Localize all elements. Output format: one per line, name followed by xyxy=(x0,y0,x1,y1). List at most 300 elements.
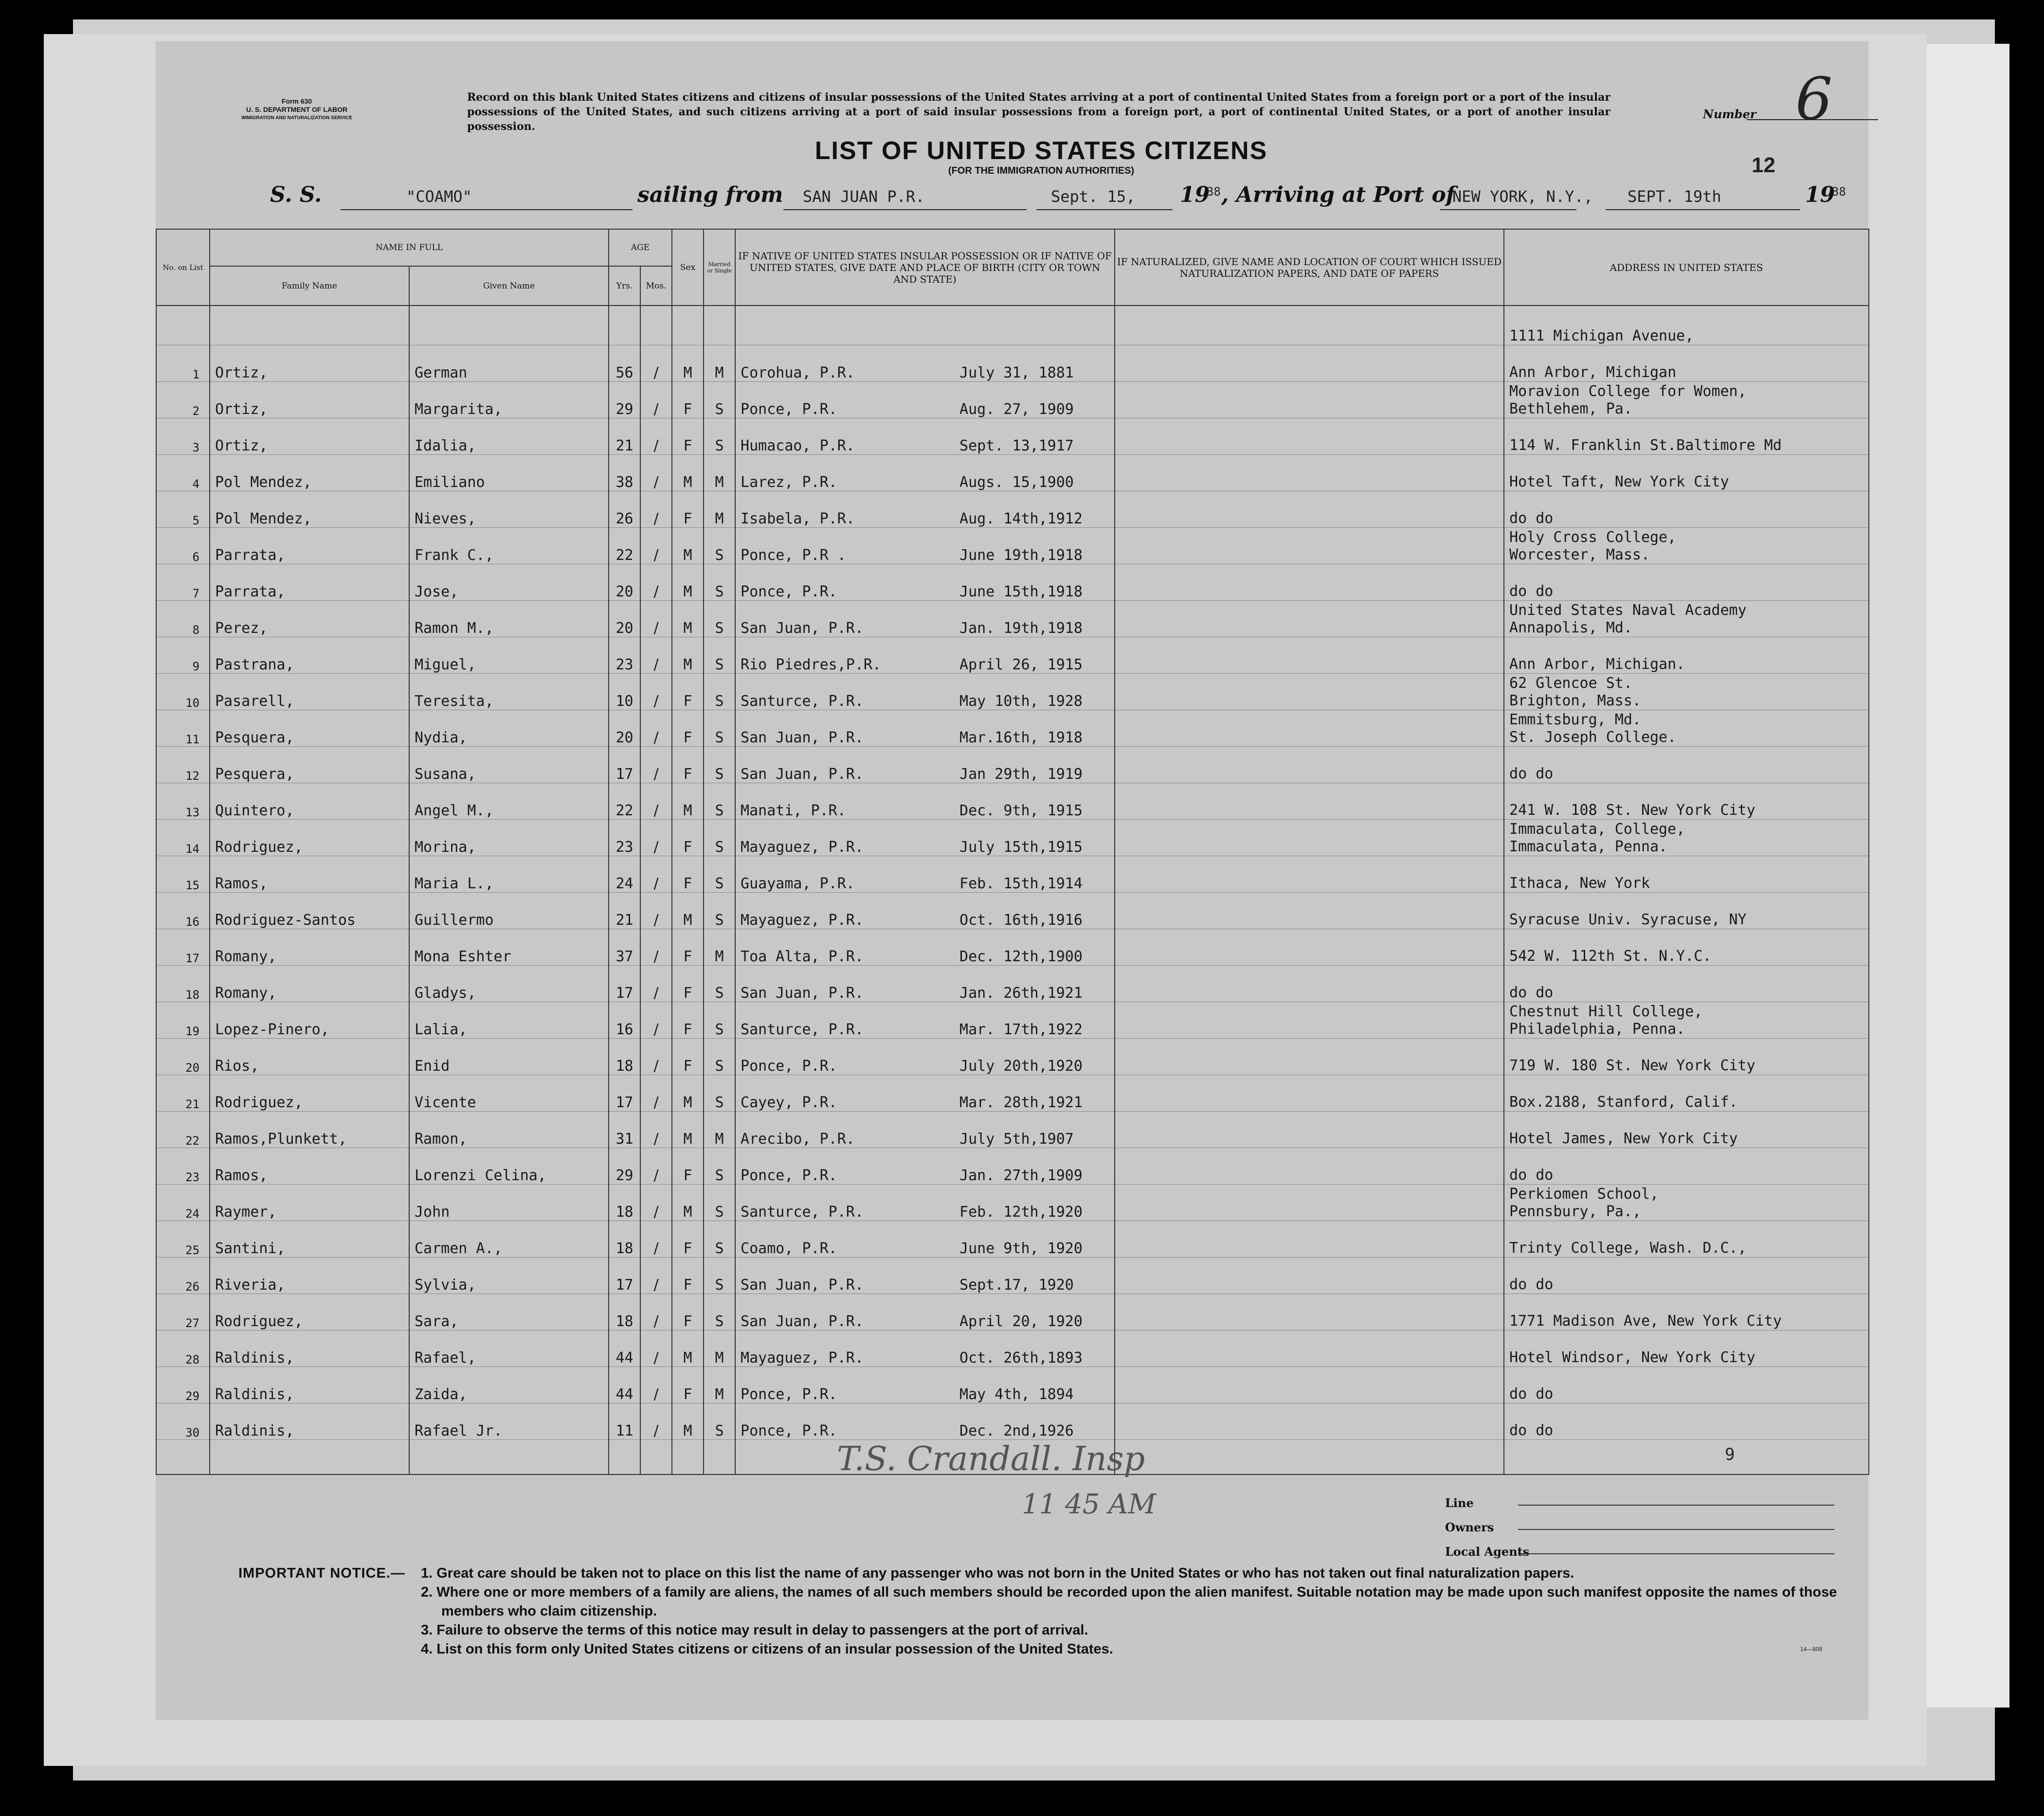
birth-date: July 20th,1920 xyxy=(959,1058,1083,1075)
address-line: 241 W. 108 St. New York City xyxy=(1509,802,1755,819)
birth-info xyxy=(735,1002,1115,1039)
sex: F xyxy=(672,491,704,528)
row-no: 18 xyxy=(156,966,210,1002)
family-name: Raldinis, xyxy=(210,1403,409,1440)
birth-place: Mayaguez, P.R. xyxy=(741,912,864,929)
birth-date: Mar. 17th,1922 xyxy=(959,1021,1083,1038)
table-row xyxy=(156,491,1869,528)
marital-status: S xyxy=(704,893,735,929)
birth-place: Santurce, P.R. xyxy=(741,1204,864,1221)
row-no: 8 xyxy=(156,601,210,637)
birth-place: Ponce, P.R . xyxy=(741,547,846,564)
given-name: Idalia, xyxy=(409,418,609,455)
table-row xyxy=(156,637,1869,674)
table-row xyxy=(156,1148,1869,1185)
naturalization-info xyxy=(1115,601,1504,637)
table-row xyxy=(156,1331,1869,1367)
birth-date: July 31, 1881 xyxy=(959,364,1074,381)
naturalization-info xyxy=(1115,893,1504,929)
inspector-signature: T.S. Crandall. Insp xyxy=(837,1440,1145,1478)
birth-info xyxy=(735,1367,1115,1403)
address-line: do do xyxy=(1509,583,1554,600)
naturalization-info xyxy=(1115,710,1504,747)
family-name: Raymer, xyxy=(210,1185,409,1221)
given-name: Teresita, xyxy=(409,674,609,710)
row-no: 2 xyxy=(156,382,210,418)
naturalization-info xyxy=(1115,820,1504,856)
header-row xyxy=(156,229,1869,266)
birth-place: Ponce, P.R. xyxy=(741,583,837,600)
birth-info xyxy=(735,674,1115,710)
age-months: / xyxy=(640,929,672,966)
sex: M xyxy=(672,455,704,491)
given-name: Emiliano xyxy=(409,455,609,491)
row-no: 26 xyxy=(156,1258,210,1294)
birth-date: Feb. 12th,1920 xyxy=(959,1204,1083,1221)
age-months: / xyxy=(640,856,672,893)
age-months: / xyxy=(640,382,672,418)
row-no: 27 xyxy=(156,1294,210,1331)
us-address xyxy=(1504,345,1869,382)
birth-place: San Juan, P.R. xyxy=(741,620,864,637)
table-row xyxy=(156,1258,1869,1294)
naturalization-info xyxy=(1115,674,1504,710)
birth-date: Feb. 15th,1914 xyxy=(959,875,1083,892)
time-annotation: 11 45 AM xyxy=(1022,1489,1156,1520)
address-line: 542 W. 112th St. N.Y.C. xyxy=(1509,948,1712,965)
family-name: Riveria, xyxy=(210,1258,409,1294)
marital-status: S xyxy=(704,637,735,674)
age-years: 18 xyxy=(609,1185,640,1221)
marital-status: S xyxy=(704,1403,735,1440)
birth-place: Coamo, P.R. xyxy=(741,1240,837,1257)
given-name: Lalia, xyxy=(409,1002,609,1039)
col-birth: IF NATIVE OF UNITED STATES INSULAR POSSESSION OR IF NATIVE OF UNITED STATES, GIVE DATE AND PLACE OF BIRTH (CITY OR TOWN AND STATE) xyxy=(735,229,1115,306)
sex: F xyxy=(672,1258,704,1294)
birth-date: May 4th, 1894 xyxy=(959,1386,1074,1403)
family-name: Lopez-Pinero, xyxy=(210,1002,409,1039)
family-name: Rodriguez, xyxy=(210,820,409,856)
naturalization-info xyxy=(1115,1258,1504,1294)
sex: F xyxy=(672,1039,704,1075)
table-row xyxy=(156,674,1869,710)
naturalization-info xyxy=(1115,528,1504,564)
birth-date: July 5th,1907 xyxy=(959,1131,1074,1148)
us-address xyxy=(1504,1331,1869,1367)
marital-status: S xyxy=(704,601,735,637)
row-no: 14 xyxy=(156,820,210,856)
sex: F xyxy=(672,710,704,747)
birth-date: Oct. 26th,1893 xyxy=(959,1349,1083,1366)
age-years: 16 xyxy=(609,1002,640,1039)
marital-status: M xyxy=(704,1112,735,1148)
naturalization-info xyxy=(1115,783,1504,820)
row-no: 20 xyxy=(156,1039,210,1075)
birth-place: San Juan, P.R. xyxy=(741,729,864,746)
given-name: Vicente xyxy=(409,1075,609,1112)
list-number: 6 xyxy=(1795,66,1833,133)
col-sex: Sex xyxy=(672,229,704,306)
col-naturalized: IF NATURALIZED, GIVE NAME AND LOCATION OF COURT WHICH ISSUED NATURALIZATION PAPERS, AND DATE OF PAPERS xyxy=(1115,229,1504,306)
family-name: Ramos, xyxy=(210,856,409,893)
notice-list xyxy=(421,1564,1866,1659)
table-row xyxy=(156,929,1869,966)
arriving-label: , Arriving at Port of xyxy=(1221,182,1455,207)
age-months: / xyxy=(640,1148,672,1185)
col-name-in-full: NAME IN FULL xyxy=(210,229,609,266)
age-months: / xyxy=(640,820,672,856)
birth-place: Guayama, P.R. xyxy=(741,875,855,892)
marital-status: M xyxy=(704,491,735,528)
age-years: 17 xyxy=(609,1258,640,1294)
age-years: 44 xyxy=(609,1367,640,1403)
form-number: Form 630 xyxy=(281,97,312,105)
age-months: / xyxy=(640,601,672,637)
us-address xyxy=(1504,1002,1869,1039)
underlying-sheet-edge xyxy=(1922,44,2009,1708)
marital-status: S xyxy=(704,820,735,856)
page-title: LIST OF UNITED STATES CITIZENS xyxy=(814,137,1268,165)
age-years: 29 xyxy=(609,382,640,418)
sex: F xyxy=(672,820,704,856)
birth-info xyxy=(735,747,1115,783)
age-months: / xyxy=(640,747,672,783)
age-years: 17 xyxy=(609,966,640,1002)
table-row xyxy=(156,1294,1869,1331)
family-name: Romany, xyxy=(210,966,409,1002)
birth-date: Dec. 2nd,1926 xyxy=(959,1422,1074,1439)
sex: M xyxy=(672,1075,704,1112)
birth-date: Aug. 27, 1909 xyxy=(959,401,1074,418)
address-line: Perkiomen School, xyxy=(1509,1186,1659,1203)
row-no: 24 xyxy=(156,1185,210,1221)
count-mark: 9 xyxy=(1725,1445,1735,1464)
birth-info xyxy=(735,1185,1115,1221)
row-no: 4 xyxy=(156,455,210,491)
naturalization-info xyxy=(1115,637,1504,674)
col-given-name: Given Name xyxy=(409,266,609,306)
birth-info xyxy=(735,345,1115,382)
age-months: / xyxy=(640,1367,672,1403)
birth-info xyxy=(735,1331,1115,1367)
us-address xyxy=(1504,1185,1869,1221)
line-label-row: Line xyxy=(1445,1496,1529,1520)
birth-info xyxy=(735,528,1115,564)
given-name: Lorenzi Celina, xyxy=(409,1148,609,1185)
birth-info xyxy=(735,601,1115,637)
family-name: Ortiz, xyxy=(210,382,409,418)
table-row-spacer xyxy=(156,306,1869,345)
sex: M xyxy=(672,601,704,637)
birth-place: San Juan, P.R. xyxy=(741,1313,864,1330)
naturalization-info xyxy=(1115,1367,1504,1403)
sex: F xyxy=(672,1294,704,1331)
table-row xyxy=(156,345,1869,382)
given-name: Gladys, xyxy=(409,966,609,1002)
age-years: 20 xyxy=(609,710,640,747)
marital-status: S xyxy=(704,856,735,893)
marital-status: M xyxy=(704,929,735,966)
naturalization-info xyxy=(1115,1002,1504,1039)
sex: M xyxy=(672,345,704,382)
us-address xyxy=(1504,601,1869,637)
family-name: Ortiz, xyxy=(210,345,409,382)
birth-date: Dec. 12th,1900 xyxy=(959,948,1083,965)
age-months: / xyxy=(640,1002,672,1039)
birth-info xyxy=(735,783,1115,820)
sex: M xyxy=(672,1331,704,1367)
birth-place: Ponce, P.R. xyxy=(741,1422,837,1439)
birth-place: Manati, P.R. xyxy=(741,802,846,819)
notice-item: 4. List on this form only United States citizens or citizens of an insular possession of the United States. xyxy=(421,1641,1113,1657)
birth-place: Mayaguez, P.R. xyxy=(741,1349,864,1366)
us-address xyxy=(1504,710,1869,747)
birth-info xyxy=(735,929,1115,966)
address-line: Chestnut Hill College, xyxy=(1509,1003,1703,1020)
record-instructions: Record on this blank United States citizens and citizens of insular possessions of the United States arriving at a port of continental United States from a foreign port or a port of the insular possessions of the United States, and such citizens arriving at a port of said insular possessions from a foreign port, a port of continental United States, or a port of another insular possession. xyxy=(467,91,1610,133)
form-number-block xyxy=(199,97,394,122)
birth-info xyxy=(735,418,1115,455)
us-address xyxy=(1504,929,1869,966)
marital-status: S xyxy=(704,966,735,1002)
given-name: John xyxy=(409,1185,609,1221)
birth-info xyxy=(735,820,1115,856)
row-no: 21 xyxy=(156,1075,210,1112)
family-name: Pesquera, xyxy=(210,710,409,747)
arrival-year-suffix: 38 xyxy=(1832,185,1846,198)
given-name: Carmen A., xyxy=(409,1221,609,1258)
age-years: 23 xyxy=(609,637,640,674)
row-no: 29 xyxy=(156,1367,210,1403)
address-line: Ann Arbor, Michigan xyxy=(1509,364,1677,381)
us-address xyxy=(1504,856,1869,893)
family-name: Parrata, xyxy=(210,528,409,564)
address-line: Trinty College, Wash. D.C., xyxy=(1509,1240,1747,1257)
address-line: United States Naval Academy xyxy=(1509,602,1747,619)
us-address xyxy=(1504,1403,1869,1440)
family-name: Rodriguez-Santos xyxy=(210,893,409,929)
birth-date: July 15th,1915 xyxy=(959,839,1083,856)
department-name: U. S. DEPARTMENT OF LABOR xyxy=(246,106,348,113)
birth-place: Larez, P.R. xyxy=(741,474,837,491)
age-years: 10 xyxy=(609,674,640,710)
us-address xyxy=(1504,637,1869,674)
table-row xyxy=(156,1185,1869,1221)
us-address xyxy=(1504,820,1869,856)
notice-item: 3. Failure to observe the terms of this notice may result in delay to passengers at the port of arrival. xyxy=(421,1622,1088,1638)
family-name: Romany, xyxy=(210,929,409,966)
naturalization-info xyxy=(1115,1075,1504,1112)
table-row xyxy=(156,747,1869,783)
birth-place: San Juan, P.R. xyxy=(741,985,864,1002)
address-line: Bethlehem, Pa. xyxy=(1509,400,1632,417)
us-address xyxy=(1504,893,1869,929)
age-months: / xyxy=(640,1331,672,1367)
empty-cell xyxy=(1115,1440,1504,1475)
address-line: Hotel James, New York City xyxy=(1509,1130,1738,1147)
age-years: 11 xyxy=(609,1403,640,1440)
us-address xyxy=(1504,418,1869,455)
marital-status: S xyxy=(704,1002,735,1039)
empty-cell xyxy=(156,1440,210,1475)
arrival-date: SEPT. 19th xyxy=(1628,187,1721,206)
naturalization-info xyxy=(1115,564,1504,601)
corner-mark: 12 xyxy=(1752,153,1775,177)
us-address xyxy=(1504,1258,1869,1294)
birth-date: Sept.17, 1920 xyxy=(959,1277,1074,1294)
naturalization-info xyxy=(1115,382,1504,418)
col-married: Married or Single xyxy=(704,229,735,306)
arrival-port-underline xyxy=(1440,209,1576,210)
row-no: 16 xyxy=(156,893,210,929)
birth-date: June 19th,1918 xyxy=(959,547,1083,564)
address-line: do do xyxy=(1509,984,1554,1001)
birth-date: June 15th,1918 xyxy=(959,583,1083,600)
age-years: 20 xyxy=(609,564,640,601)
sex: F xyxy=(672,966,704,1002)
age-years: 21 xyxy=(609,893,640,929)
address-line: do do xyxy=(1509,765,1554,782)
family-name: Raldinis, xyxy=(210,1331,409,1367)
address-line: 719 W. 180 St. New York City xyxy=(1509,1057,1755,1074)
birth-place: Toa Alta, P.R. xyxy=(741,948,864,965)
given-name: German xyxy=(409,345,609,382)
us-address xyxy=(1504,564,1869,601)
birth-place: San Juan, P.R. xyxy=(741,1277,864,1294)
col-age: AGE xyxy=(609,229,672,266)
sex: F xyxy=(672,747,704,783)
given-name: Rafael, xyxy=(409,1331,609,1367)
table-row xyxy=(156,893,1869,929)
table-row xyxy=(156,1403,1869,1440)
birth-info xyxy=(735,1112,1115,1148)
marital-status: M xyxy=(704,345,735,382)
row-no: 12 xyxy=(156,747,210,783)
age-years: 24 xyxy=(609,856,640,893)
naturalization-info xyxy=(1115,1112,1504,1148)
us-address xyxy=(1504,1367,1869,1403)
notice-item: 1. Great care should be taken not to place on this list the name of any passenger who was not born in the United States or who has not taken out final naturalization papers. xyxy=(421,1565,1574,1581)
age-months: / xyxy=(640,491,672,528)
given-name: Nieves, xyxy=(409,491,609,528)
family-name: Pasarell, xyxy=(210,674,409,710)
age-months: / xyxy=(640,1403,672,1440)
sex: F xyxy=(672,856,704,893)
page-subtitle: (FOR THE IMMIGRATION AUTHORITIES) xyxy=(948,165,1135,176)
birth-date: June 9th, 1920 xyxy=(959,1240,1083,1257)
sex: F xyxy=(672,929,704,966)
birth-place: Isabela, P.R. xyxy=(741,510,855,527)
port-underline xyxy=(783,209,1027,210)
given-name: Sara, xyxy=(409,1294,609,1331)
row-no: 10 xyxy=(156,674,210,710)
us-address xyxy=(1504,528,1869,564)
table-row xyxy=(156,1075,1869,1112)
row-no: 5 xyxy=(156,491,210,528)
birth-place: Santurce, P.R. xyxy=(741,693,864,710)
arrival-port: NEW YORK, N.Y., xyxy=(1452,187,1593,206)
table-row xyxy=(156,528,1869,564)
age-months: / xyxy=(640,345,672,382)
service-name: IMMIGRATION AND NATURALIZATION SERVICE xyxy=(241,115,352,121)
row-no: 7 xyxy=(156,564,210,601)
empty-cell xyxy=(1504,1440,1869,1475)
address-line: 114 W. Franklin St.Baltimore Md xyxy=(1509,437,1782,454)
row-no: 9 xyxy=(156,637,210,674)
birth-place: Ponce, P.R. xyxy=(741,401,837,418)
age-years: 18 xyxy=(609,1221,640,1258)
birth-place: San Juan, P.R. xyxy=(741,766,864,783)
naturalization-info xyxy=(1115,747,1504,783)
age-years: 21 xyxy=(609,418,640,455)
col-yrs: Yrs. xyxy=(609,266,640,306)
age-months: / xyxy=(640,966,672,1002)
naturalization-info xyxy=(1115,1039,1504,1075)
year-prefix: 19 xyxy=(1180,182,1210,207)
age-months: / xyxy=(640,710,672,747)
family-name: Ortiz, xyxy=(210,418,409,455)
age-months: / xyxy=(640,783,672,820)
naturalization-info xyxy=(1115,929,1504,966)
family-name: Santini, xyxy=(210,1221,409,1258)
marital-status: S xyxy=(704,1258,735,1294)
age-years: 44 xyxy=(609,1331,640,1367)
marital-status: M xyxy=(704,1367,735,1403)
empty-cell xyxy=(672,1440,704,1475)
given-name: Margarita, xyxy=(409,382,609,418)
empty-cell xyxy=(609,1440,640,1475)
table-row xyxy=(156,783,1869,820)
notice-item: 2. Where one or more members of a family are aliens, the names of all such members should be recorded upon the alien manifest. Suitable notation may be made upon such manifest opposite the names of those members who claim citizenship. xyxy=(421,1584,1837,1619)
given-name: Mona Eshter xyxy=(409,929,609,966)
birth-date: Sept. 13,1917 xyxy=(959,437,1074,454)
naturalization-info xyxy=(1115,491,1504,528)
age-years: 18 xyxy=(609,1039,640,1075)
departure-port: SAN JUAN P.R. xyxy=(803,187,925,206)
given-name: Guillermo xyxy=(409,893,609,929)
age-months: / xyxy=(640,455,672,491)
marital-status: S xyxy=(704,1039,735,1075)
sex: F xyxy=(672,1002,704,1039)
birth-date: Mar. 28th,1921 xyxy=(959,1094,1083,1111)
us-address xyxy=(1504,491,1869,528)
given-name: Sylvia, xyxy=(409,1258,609,1294)
ss-label: S. S. xyxy=(270,182,322,207)
family-name: Pol Mendez, xyxy=(210,455,409,491)
age-months: / xyxy=(640,1185,672,1221)
marital-status: M xyxy=(704,455,735,491)
us-address xyxy=(1504,1112,1869,1148)
arrival-year-prefix: 19 xyxy=(1805,182,1835,207)
row-no: 28 xyxy=(156,1331,210,1367)
row-no: 3 xyxy=(156,418,210,455)
family-name: Parrata, xyxy=(210,564,409,601)
ship-name: "COAMO" xyxy=(406,187,472,206)
age-months: / xyxy=(640,1258,672,1294)
table-row xyxy=(156,820,1869,856)
family-name: Pesquera, xyxy=(210,747,409,783)
birth-info xyxy=(735,893,1115,929)
owners-label-row: Owners xyxy=(1445,1520,1529,1545)
number-label: Number xyxy=(1703,107,1756,121)
sex: M xyxy=(672,783,704,820)
birth-info xyxy=(735,1403,1115,1440)
sex: F xyxy=(672,382,704,418)
age-years: 18 xyxy=(609,1294,640,1331)
sex: F xyxy=(672,418,704,455)
age-years: 29 xyxy=(609,1148,640,1185)
naturalization-info xyxy=(1115,856,1504,893)
